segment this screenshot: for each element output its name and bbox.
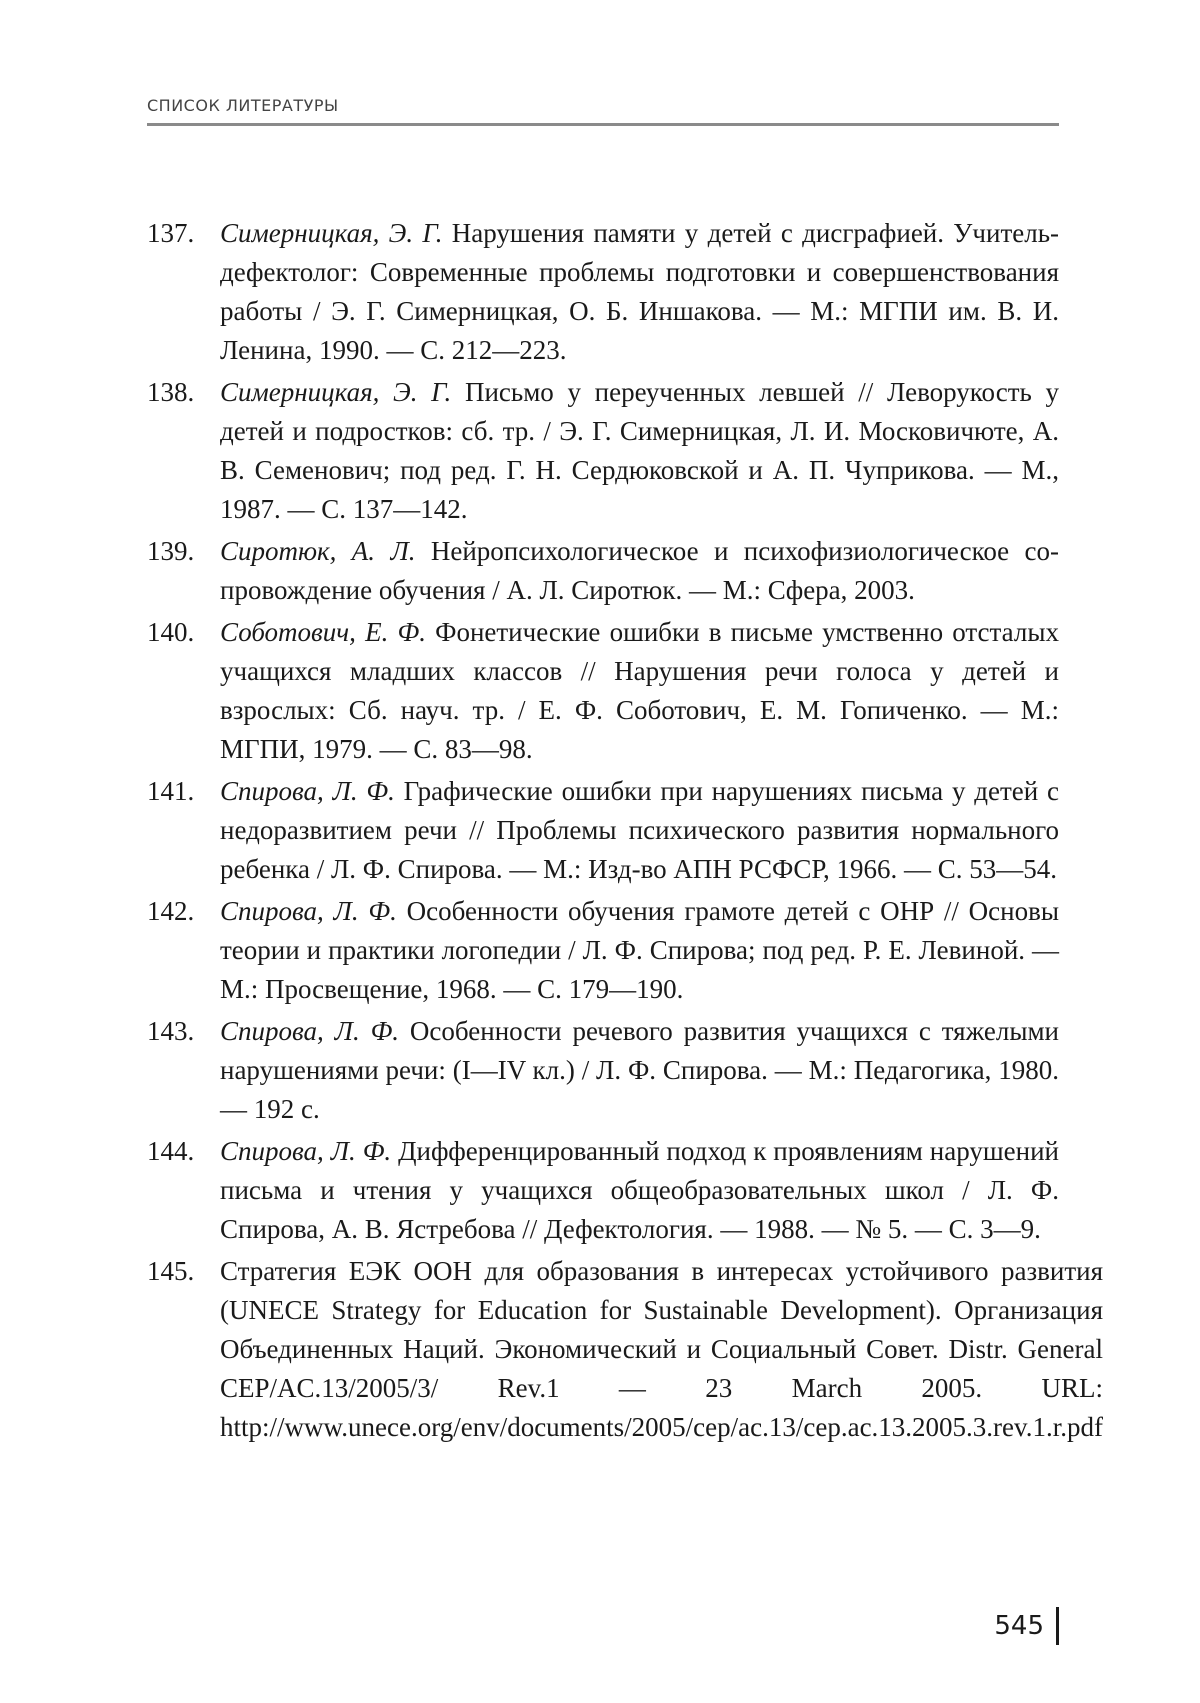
entry-description: Нейропсихологическое и психофизиологическое сопровождение обучения / А. Л. Сиротюк. — М.: Сфера, 2003. xyxy=(220,536,1059,605)
entry-number: 139. xyxy=(147,536,195,566)
entry-number: 138. xyxy=(147,377,195,407)
entry-description: Особенности обучения грамоте детей с ОНР // Основы теории и практики логопедии / Л. Ф. Спирова; под ред. Р. Е. Левиной. — М.: Просвещение, 1968. — С. 179—190. xyxy=(220,896,1060,1004)
entry-author: Симерницкая, Э. Г. xyxy=(220,218,443,248)
bibliography-entry xyxy=(147,892,1059,1009)
header-rule xyxy=(147,123,1059,126)
entry-author: Спирова, Л. Ф. xyxy=(220,1136,392,1166)
entry-author: Соботович, Е. Ф. xyxy=(220,617,426,647)
entry-number: 142. xyxy=(147,896,195,926)
entry-description: Фонетические ошибки в письме умственно отсталых учащихся младших классов // Нарушения речи голоса у детей и взрослых: Сб. науч. тр. / Е. Ф. Соботович, Е. М. Гопиченко. — М.: МГПИ, 1979. — С. 83—98. xyxy=(220,617,1059,764)
entry-author: Сиротюк, А. Л. xyxy=(220,536,416,566)
entry-text xyxy=(220,532,1059,610)
entry-text xyxy=(220,1132,1059,1249)
entry-description: Письмо у переученных левшей // Леворукость у детей и подростков: сб. тр. / Э. Г. Симерницкая, Л. И. Московичюте, А. В. Семенович; под ред. Г. Н. Сердюковской и А. П. Чуприкова. — М., 1987. — С. 137—142. xyxy=(220,377,1059,524)
bibliography-entry xyxy=(147,1012,1059,1129)
bibliography-entry xyxy=(147,214,1059,370)
entry-number: 137. xyxy=(147,218,195,248)
entry-author: Спирова, Л. Ф. xyxy=(220,896,397,926)
entry-number: 143. xyxy=(147,1016,195,1046)
page-number-text: 545 xyxy=(994,1611,1044,1641)
entry-description: Графические ошибки при нарушениях письма у детей с недоразвитием речи // Проблемы психического развития нормального ребенка / Л. Ф. Спирова. — М.: Изд-во АПН РСФСР, 1966. — С. 53—54. xyxy=(220,776,1059,884)
entry-author: Спирова, Л. Ф. xyxy=(220,1016,400,1046)
entry-description: Дифференцированный подход к проявлениям нарушений письма и чтения у учащихся общеобразовательных школ / Л. Ф. Спирова, А. В. Ястребова // Дефектология. — 1988. — № 5. — С. 3—9. xyxy=(220,1136,1059,1244)
entry-number: 140. xyxy=(147,617,195,647)
bibliography-list xyxy=(147,214,1104,1450)
entry-author: Спирова, Л. Ф. xyxy=(220,776,395,806)
entry-text xyxy=(220,214,1059,370)
entry-text xyxy=(220,892,1059,1009)
entry-description: Нарушения памяти у детей с дисграфией. Учитель-дефектолог: Современные проблемы подготовки и совершенствования работы / Э. Г. Симерницкая, О. Б. Иншакова. — М.: МГПИ им. В. И. Ленина, 1990. — С. 212—223. xyxy=(220,218,1060,365)
bibliography-entry xyxy=(147,613,1059,769)
entry-text xyxy=(220,1012,1059,1129)
entry-description: Особенности речевого развития учащихся с тяжелыми нарушениями речи: (I—IV кл.) / Л. Ф. Спирова. — М.: Педагогика, 1980. — 192 с. xyxy=(220,1016,1059,1124)
bibliography-entry xyxy=(147,532,1059,610)
entry-text xyxy=(220,613,1059,769)
bibliography-entry xyxy=(147,772,1059,889)
entry-number: 144. xyxy=(147,1136,195,1166)
entry-text xyxy=(220,373,1059,529)
page-number-bar xyxy=(1056,1607,1059,1645)
running-header xyxy=(147,96,1059,126)
bibliography-entry xyxy=(147,1252,1104,1447)
entry-text xyxy=(220,772,1059,889)
entry-text xyxy=(220,1252,1103,1447)
bibliography-entry xyxy=(147,373,1059,529)
entry-number: 145. xyxy=(147,1256,195,1286)
running-header-title: СПИСОК ЛИТЕРАТУРЫ xyxy=(147,96,339,115)
entry-description: Стратегия ЕЭК ООН для образования в интересах устойчивого развития (UNECE Strategy for Education for Sustainable Development). Организация Объединенных Наций. Экономический и Социальный Совет. Distr. General CEP/AC.13/2005/3/ Rev.1 — 23 March 2005. URL: http://www.unece.org/env/documents/2005/cep/ac.13/cep.ac.13.2005.3.rev.1.r.pdf xyxy=(220,1256,1104,1442)
page-number xyxy=(994,1607,1059,1645)
entry-author: Симерницкая, Э. Г. xyxy=(220,377,452,407)
entry-number: 141. xyxy=(147,776,195,806)
bibliography-entry xyxy=(147,1132,1059,1249)
